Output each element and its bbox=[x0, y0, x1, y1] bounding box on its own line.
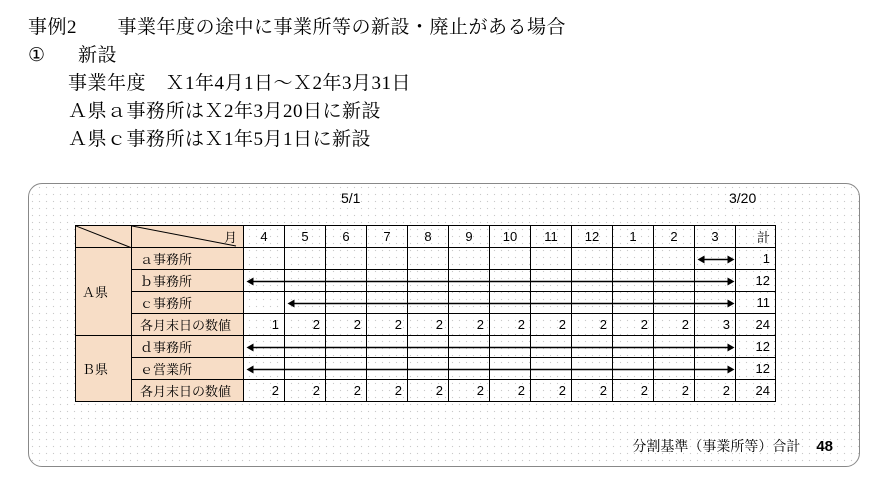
month-value-cell: 2 bbox=[244, 380, 285, 402]
month-value-cell: 2 bbox=[449, 314, 490, 336]
month-bar-cell bbox=[613, 336, 654, 358]
month-bar-cell bbox=[285, 270, 326, 292]
month-bar-cell bbox=[285, 248, 326, 270]
header-month-0: 4 bbox=[244, 226, 285, 248]
table-row bbox=[76, 292, 776, 314]
month-bar-cell bbox=[654, 292, 695, 314]
month-bar-cell bbox=[449, 270, 490, 292]
month-value-cell: 2 bbox=[613, 314, 654, 336]
header-month-label: 月 bbox=[223, 230, 237, 245]
footer-value: 48 bbox=[816, 438, 833, 455]
allocation-table bbox=[75, 225, 776, 402]
month-bar-cell bbox=[572, 292, 613, 314]
month-bar-cell bbox=[367, 248, 408, 270]
header-month-8: 12 bbox=[572, 226, 613, 248]
month-value-cell: 2 bbox=[449, 380, 490, 402]
month-bar-cell bbox=[490, 270, 531, 292]
month-bar-cell bbox=[654, 248, 695, 270]
month-value-cell: 2 bbox=[490, 380, 531, 402]
month-bar-cell bbox=[326, 336, 367, 358]
month-bar-cell bbox=[531, 270, 572, 292]
header-month-7: 11 bbox=[531, 226, 572, 248]
diagonal-line-icon bbox=[76, 226, 132, 248]
month-bar-cell bbox=[490, 336, 531, 358]
table-row bbox=[76, 358, 776, 380]
month-bar-cell bbox=[490, 248, 531, 270]
header-month-5: 9 bbox=[449, 226, 490, 248]
month-value-cell: 2 bbox=[408, 380, 449, 402]
header-office-cell bbox=[132, 226, 244, 248]
table-row bbox=[76, 380, 776, 402]
case-label: 事例2 bbox=[28, 17, 78, 38]
month-value-cell: 2 bbox=[326, 314, 367, 336]
header-month-6: 10 bbox=[490, 226, 531, 248]
month-bar-cell bbox=[695, 248, 736, 270]
header-month-9: 1 bbox=[613, 226, 654, 248]
month-bar-cell bbox=[613, 270, 654, 292]
month-bar-cell bbox=[531, 292, 572, 314]
month-bar-cell bbox=[695, 270, 736, 292]
row-total-cell: 12 bbox=[736, 358, 776, 380]
table-row bbox=[76, 270, 776, 292]
month-value-cell: 2 bbox=[490, 314, 531, 336]
office-name-cell: ｂ事務所 bbox=[132, 270, 244, 292]
case-title: 事業年度の途中に事業所等の新設・廃止がある場合 bbox=[117, 17, 567, 38]
office-a-line: Ａ県ａ事務所はＸ2年3月20日に新設 bbox=[68, 101, 382, 122]
month-value-cell: 2 bbox=[326, 380, 367, 402]
month-value-cell: 3 bbox=[695, 314, 736, 336]
month-value-cell: 2 bbox=[285, 380, 326, 402]
header-pref-cell bbox=[76, 226, 132, 248]
header-month-4: 8 bbox=[408, 226, 449, 248]
footer-total bbox=[632, 436, 833, 456]
month-bar-cell bbox=[572, 336, 613, 358]
month-value-cell: 2 bbox=[408, 314, 449, 336]
month-bar-cell bbox=[490, 292, 531, 314]
month-bar-cell bbox=[449, 248, 490, 270]
month-bar-cell bbox=[244, 292, 285, 314]
month-bar-cell bbox=[367, 336, 408, 358]
header-month-3: 7 bbox=[367, 226, 408, 248]
month-value-cell: 2 bbox=[572, 314, 613, 336]
mark-label-end: 3/20 bbox=[729, 190, 757, 206]
month-value-cell: 2 bbox=[654, 380, 695, 402]
month-bar-cell bbox=[613, 358, 654, 380]
office-name-cell: 各月末日の数値 bbox=[132, 314, 244, 336]
month-bar-cell bbox=[326, 248, 367, 270]
month-bar-cell bbox=[695, 336, 736, 358]
chart-panel bbox=[28, 183, 860, 467]
month-value-cell: 2 bbox=[285, 314, 326, 336]
month-bar-cell bbox=[449, 336, 490, 358]
month-bar-cell bbox=[654, 336, 695, 358]
pref-cell: Ｂ県 bbox=[76, 336, 132, 402]
month-bar-cell bbox=[326, 292, 367, 314]
table-row bbox=[76, 248, 776, 270]
month-value-cell: 2 bbox=[572, 380, 613, 402]
row-total-cell: 24 bbox=[736, 380, 776, 402]
month-bar-cell bbox=[613, 248, 654, 270]
mark-label-start: 5/1 bbox=[341, 190, 361, 206]
office-name-cell: ｄ事務所 bbox=[132, 336, 244, 358]
month-bar-cell bbox=[654, 270, 695, 292]
table-head bbox=[76, 226, 776, 248]
month-bar-cell bbox=[285, 358, 326, 380]
month-bar-cell bbox=[367, 358, 408, 380]
month-bar-cell bbox=[285, 336, 326, 358]
office-name-cell: ｅ営業所 bbox=[132, 358, 244, 380]
month-bar-cell bbox=[695, 292, 736, 314]
row-total-cell: 12 bbox=[736, 336, 776, 358]
fiscal-year-line: 事業年度 Ｘ1年4月1日〜Ｘ2年3月31日 bbox=[68, 73, 412, 94]
month-bar-cell bbox=[408, 270, 449, 292]
pref-cell: Ａ県 bbox=[76, 248, 132, 336]
month-bar-cell bbox=[408, 358, 449, 380]
item-heading bbox=[28, 42, 848, 70]
row-total-cell: 12 bbox=[736, 270, 776, 292]
month-value-cell: 1 bbox=[244, 314, 285, 336]
month-bar-cell bbox=[531, 336, 572, 358]
case-heading bbox=[28, 14, 848, 42]
month-bar-cell bbox=[285, 292, 326, 314]
month-bar-cell bbox=[244, 248, 285, 270]
month-bar-cell bbox=[326, 270, 367, 292]
month-value-cell: 2 bbox=[367, 380, 408, 402]
month-bar-cell bbox=[408, 336, 449, 358]
month-bar-cell bbox=[367, 270, 408, 292]
month-bar-cell bbox=[572, 248, 613, 270]
office-name-cell: 各月末日の数値 bbox=[132, 380, 244, 402]
month-value-cell: 2 bbox=[531, 380, 572, 402]
month-bar-cell bbox=[367, 292, 408, 314]
month-bar-cell bbox=[490, 358, 531, 380]
month-bar-cell bbox=[449, 358, 490, 380]
heading-block bbox=[28, 14, 848, 154]
month-bar-cell bbox=[408, 248, 449, 270]
month-value-cell: 2 bbox=[695, 380, 736, 402]
header-month-2: 6 bbox=[326, 226, 367, 248]
month-value-cell: 2 bbox=[531, 314, 572, 336]
office-c-line: Ａ県ｃ事務所はＸ1年5月1日に新設 bbox=[68, 129, 372, 150]
header-month-1: 5 bbox=[285, 226, 326, 248]
month-value-cell: 2 bbox=[613, 380, 654, 402]
row-total-cell: 1 bbox=[736, 248, 776, 270]
month-bar-cell bbox=[654, 358, 695, 380]
month-bar-cell bbox=[449, 292, 490, 314]
month-value-cell: 2 bbox=[367, 314, 408, 336]
chart-top-marks bbox=[29, 184, 859, 210]
month-bar-cell bbox=[531, 248, 572, 270]
month-bar-cell bbox=[613, 292, 654, 314]
month-bar-cell bbox=[244, 336, 285, 358]
header-total: 計 bbox=[736, 226, 776, 248]
month-bar-cell bbox=[695, 358, 736, 380]
month-bar-cell bbox=[408, 292, 449, 314]
office-name-cell: ｃ事務所 bbox=[132, 292, 244, 314]
month-bar-cell bbox=[572, 270, 613, 292]
row-total-cell: 24 bbox=[736, 314, 776, 336]
month-bar-cell bbox=[531, 358, 572, 380]
office-name-cell: ａ事務所 bbox=[132, 248, 244, 270]
month-bar-cell bbox=[244, 358, 285, 380]
item-title: 新設 bbox=[78, 45, 118, 66]
table-header-row bbox=[76, 226, 776, 248]
table-row bbox=[76, 336, 776, 358]
month-value-cell: 2 bbox=[654, 314, 695, 336]
item-number: ① bbox=[28, 45, 46, 66]
header-month-11: 3 bbox=[695, 226, 736, 248]
table-row bbox=[76, 314, 776, 336]
month-bar-cell bbox=[572, 358, 613, 380]
header-month-10: 2 bbox=[654, 226, 695, 248]
month-bar-cell bbox=[244, 270, 285, 292]
row-total-cell: 11 bbox=[736, 292, 776, 314]
footer-label: 分割基準（事業所等）合計 bbox=[632, 438, 801, 454]
table-body bbox=[76, 248, 776, 402]
month-bar-cell bbox=[326, 358, 367, 380]
